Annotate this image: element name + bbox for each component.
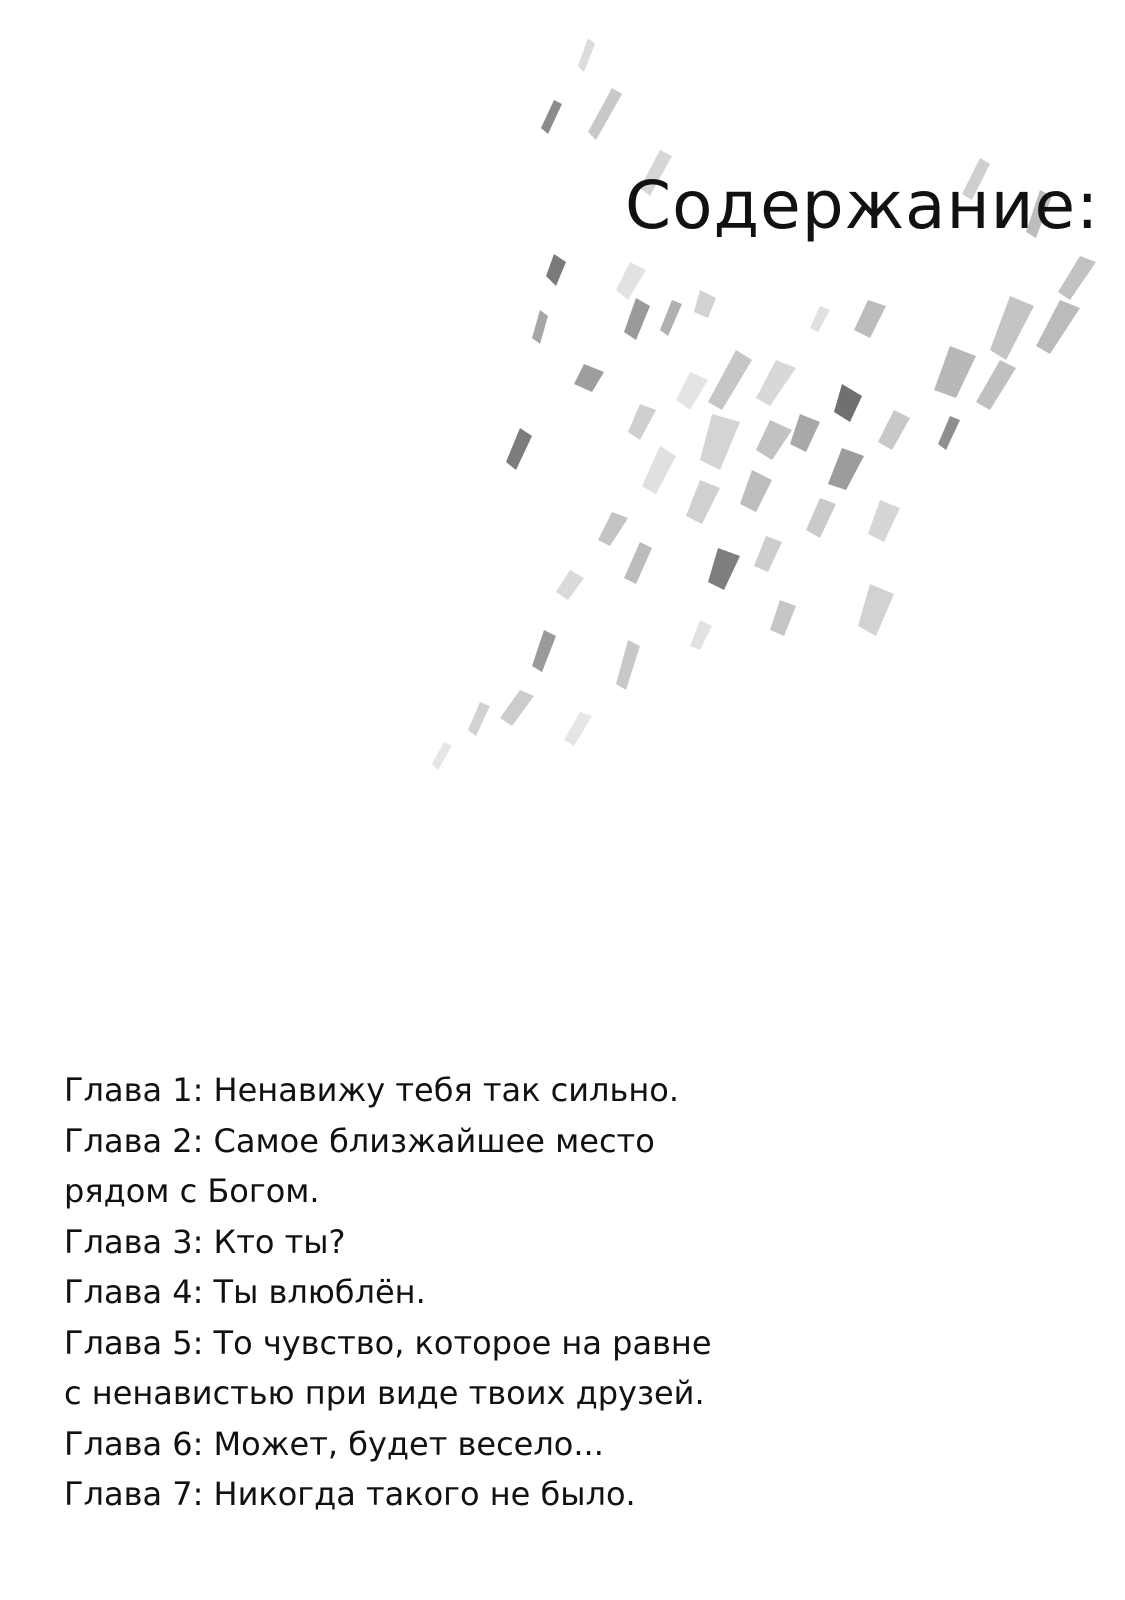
toc-line: Глава 2: Самое близжайшее место: [64, 1121, 655, 1160]
table-of-contents: [64, 1065, 712, 1520]
toc-line: Глава 3: Кто ты?: [64, 1222, 346, 1261]
toc-line: с ненавистью при виде твоих друзей.: [64, 1374, 705, 1412]
toc-line: рядом с Богом.: [64, 1172, 320, 1210]
confetti-shards: [432, 38, 1096, 770]
toc-line: Глава 1: Ненавижу тебя так сильно.: [64, 1071, 680, 1109]
toc-line: Глава 4: Ты влюблён.: [64, 1273, 426, 1311]
toc-line: Глава 7: Никогда такого не было.: [64, 1475, 636, 1513]
toc-line: Глава 5: То чувство, которое на равне: [64, 1323, 712, 1362]
toc-line: Глава 6: Может, будет весело...: [64, 1424, 604, 1463]
page-title: Содержание:: [625, 167, 1100, 244]
